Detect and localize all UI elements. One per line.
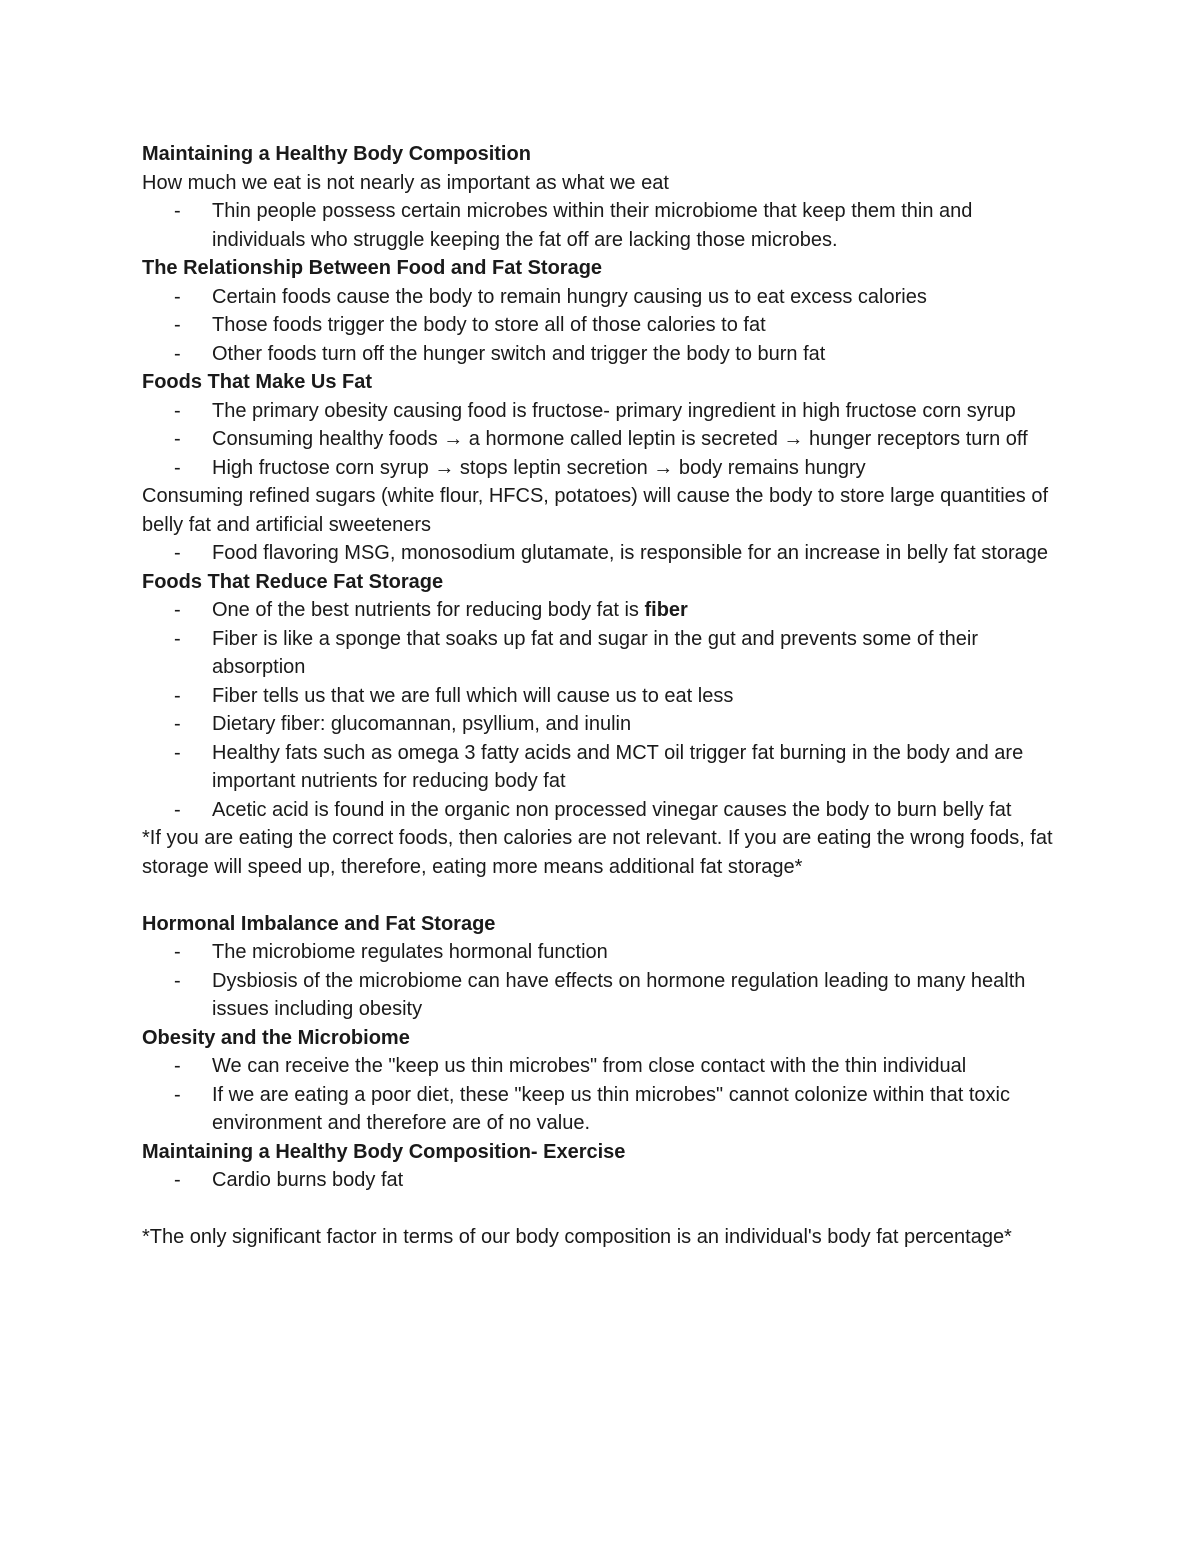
bullet-item: - Cardio burns body fat: [142, 1166, 1057, 1195]
bullet-item: - We can receive the "keep us thin microbes" from close contact with the thin individual: [142, 1052, 1057, 1081]
bullet-list: [142, 1052, 1057, 1138]
closing-note: *The only significant factor in terms of our body composition is an individual's body fat percentage*: [142, 1226, 1012, 1248]
bullet-list: [142, 596, 1057, 824]
bullet-item: - Fiber is like a sponge that soaks up fat and sugar in the gut and prevents some of their absorption: [142, 625, 1057, 682]
bullet-item: - Those foods trigger the body to store all of those calories to fat: [142, 311, 1057, 340]
section-intro: How much we eat is not nearly as important as what we eat: [142, 171, 669, 194]
bullet-item: - The primary obesity causing food is fructose- primary ingredient in high fructose corn syrup: [142, 397, 1057, 426]
bullet-list: [142, 283, 1057, 369]
section-heading: Maintaining a Healthy Body Composition: [142, 143, 531, 165]
bullet-item: - Healthy fats such as omega 3 fatty acids and MCT oil trigger fat burning in the body and are important nutrients for reducing body fat: [142, 739, 1057, 796]
bullet-item: - Fiber tells us that we are full which will cause us to eat less: [142, 682, 1057, 711]
bullet-item: - Dietary fiber: glucomannan, psyllium, and inulin: [142, 710, 1057, 739]
bullet-item: - High fructose corn syrup → stops leptin secretion → body remains hungry: [142, 454, 1057, 483]
bullet-list: [142, 539, 1057, 568]
bullet-item: [142, 596, 1057, 625]
bullet-item: - Other foods turn off the hunger switch and trigger the body to burn fat: [142, 340, 1057, 369]
bullet-list: [142, 938, 1057, 1024]
blank-line: [142, 881, 1057, 910]
section-heading: Hormonal Imbalance and Fat Storage: [142, 912, 496, 935]
bullet-item: - Certain foods cause the body to remain hungry causing us to eat excess calories: [142, 283, 1057, 312]
bullet-item: - Consuming healthy foods → a hormone called leptin is secreted → hunger receptors turn off: [142, 425, 1057, 454]
bullet-text: One of the best nutrients for reducing body fat is: [212, 599, 645, 621]
bullet-item: - Acetic acid is found in the organic non processed vinegar causes the body to burn belly fat: [142, 796, 1057, 825]
bullet-item: - If we are eating a poor diet, these "keep us thin microbes" cannot colonize within that toxic environment and therefore are of no value.: [142, 1081, 1057, 1138]
blank-line: [142, 1195, 1057, 1224]
section-heading: The Relationship Between Food and Fat Storage: [142, 257, 603, 279]
section-heading: Maintaining a Healthy Body Composition- Exercise: [142, 1140, 626, 1163]
section-heading: Foods That Make Us Fat: [142, 371, 373, 393]
bullet-list: [142, 1166, 1057, 1195]
bullet-list: [142, 197, 1057, 254]
bullet-item: - Dysbiosis of the microbiome can have effects on hormone regulation leading to many health issues including obesity: [142, 967, 1057, 1024]
document-body: [142, 140, 1057, 1252]
section-note: *If you are eating the correct foods, then calories are not relevant. If you are eating the wrong foods, fat storage will speed up, therefore, eating more means additional fat storage*: [142, 827, 1053, 878]
bold-term: fiber: [644, 599, 688, 621]
bullet-item: - Food flavoring MSG, monosodium glutamate, is responsible for an increase in belly fat storage: [142, 539, 1057, 568]
bullet-item: - Thin people possess certain microbes within their microbiome that keep them thin and individuals who struggle keeping the fat off are lacking those microbes.: [142, 197, 1057, 254]
bullet-list: [142, 397, 1057, 483]
bullet-item: - The microbiome regulates hormonal function: [142, 938, 1057, 967]
section-heading: Obesity and the Microbiome: [142, 1026, 410, 1049]
section-paragraph: Consuming refined sugars (white flour, HFCS, potatoes) will cause the body to store large quantities of belly fat and artificial sweeteners: [142, 485, 1049, 536]
section-heading: Foods That Reduce Fat Storage: [142, 570, 444, 593]
